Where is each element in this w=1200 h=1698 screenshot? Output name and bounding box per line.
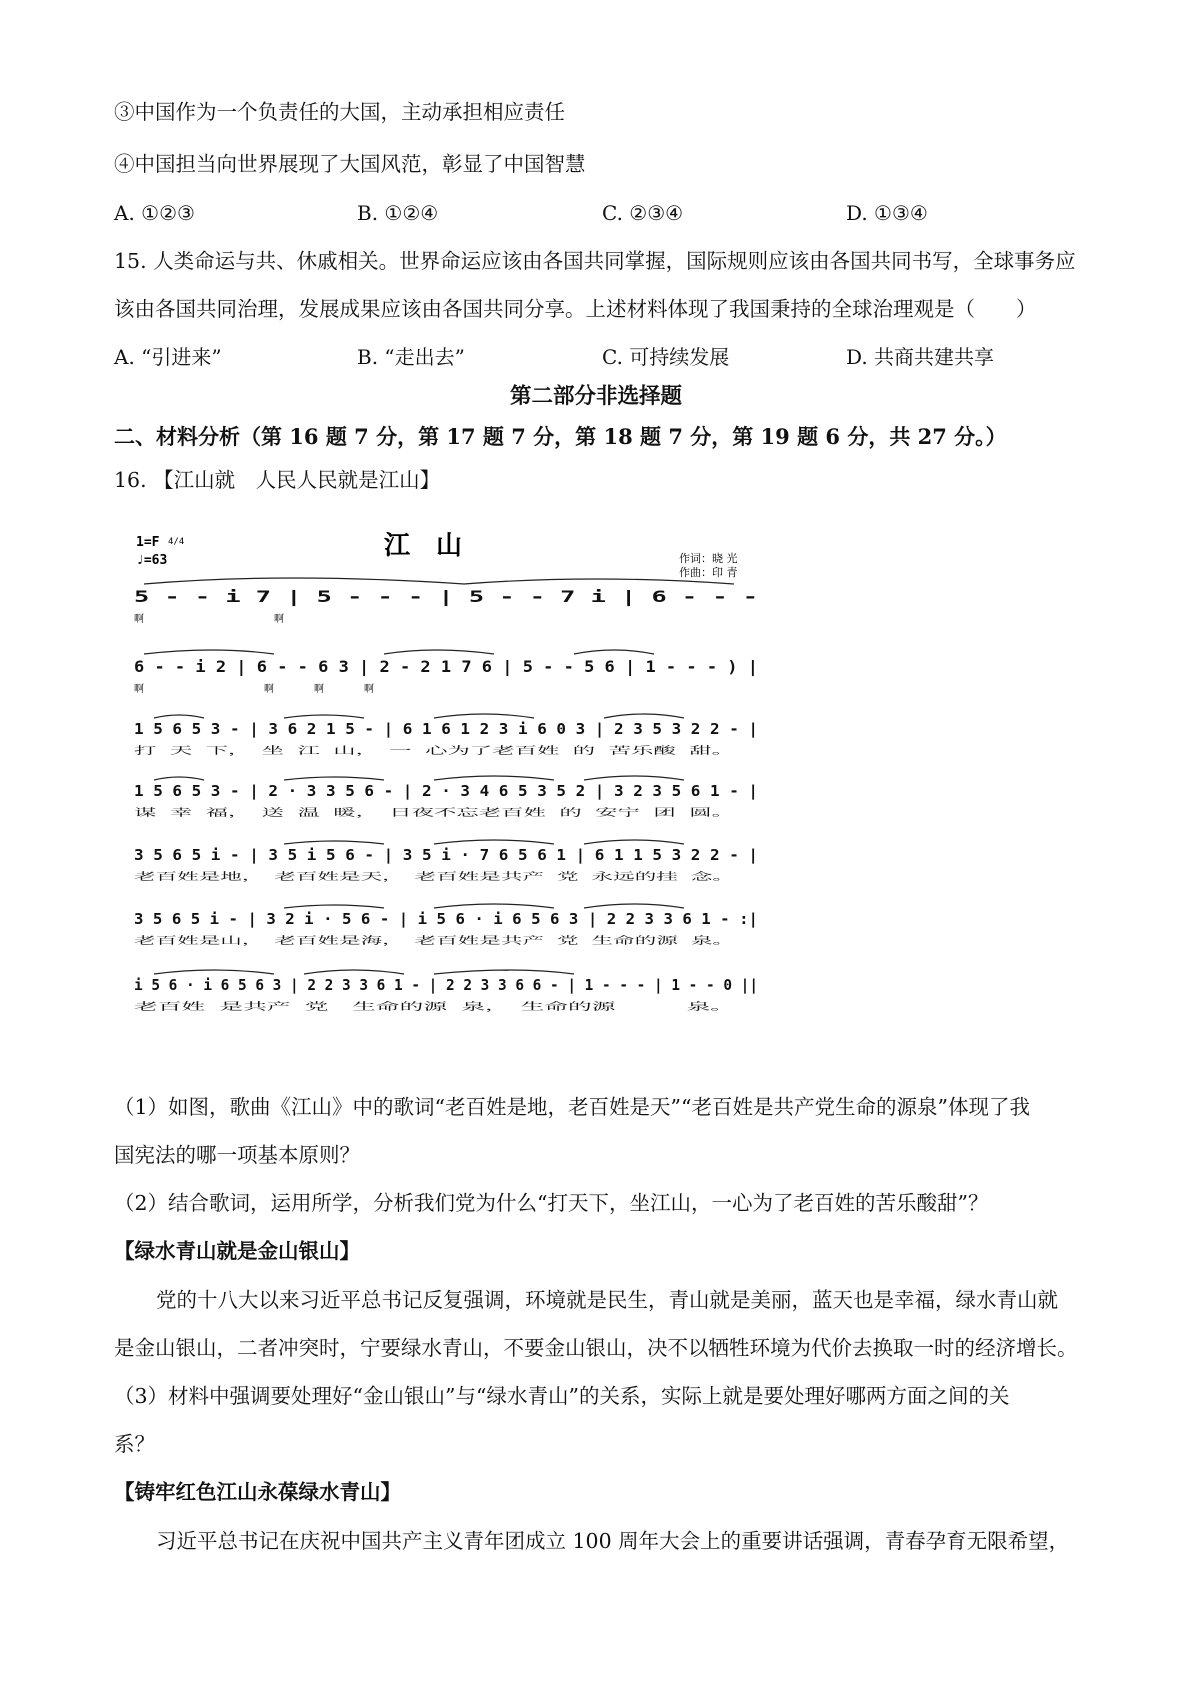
q15-option-c: C. 可持续发展 <box>602 345 730 369</box>
material-heading-3: 【铸牢红色江山永葆绿水青山】 <box>114 1480 401 1504</box>
q16-header: 16. 【江山就 人民人民就是江山】 <box>114 468 441 492</box>
score-row-2: 6 - - i 2 | 6 - - 6 3 | 2 - 2 1 7 6 | 5 - - 5 6 | 1 - - - ) | <box>134 657 722 676</box>
q14-item4: ④中国担当向世界展现了大国风范，彰显了中国智慧 <box>114 152 586 176</box>
q15-option-a: A. “引进来” <box>114 345 222 369</box>
part2-title: 第二部分非选择题 <box>510 384 683 409</box>
score-lyric-7: 老百姓 是共产 党 生命的源 泉， 生命的源 泉。 <box>134 1002 388 1013</box>
score-lyric-4: 谋 幸 福， 送 温 暖， 日夜不忘老百姓 的 安宁 团 圆。 <box>134 808 403 819</box>
score-key: 1=F <box>136 535 160 550</box>
q14-item3: ③中国作为一个负责任的大国，主动承担相应责任 <box>114 100 565 124</box>
q16-sub1-line2: 国宪法的哪一项基本原则？ <box>114 1143 360 1167</box>
score-title: 江 山 <box>384 531 463 561</box>
section-heading: 二、材料分析（第 16 题 7 分，第 17 题 7 分，第 18 题 7 分，第 19 题 6 分，共 27 分。） <box>114 424 1007 449</box>
score-lyric-1: 啊 啊 <box>134 614 284 625</box>
score-lyric-5: 老百姓是地， 老百姓是天， 老百姓是共产 党 永远的挂 念。 <box>134 872 413 883</box>
score-row-4: 1 5 6 5 3 - | 2 · 3 3 5 6 - | 2 · 3 4 6 5 3 5 2 | 3 2 3 5 6 1 - | <box>134 782 721 800</box>
material-2-line1: 党的十八大以来习近平总书记反复强调，环境就是民生，青山就是美丽，蓝天也是幸福，绿水青山就 <box>156 1288 1058 1312</box>
q15-option-b: B. “走出去” <box>357 345 465 369</box>
q15-line1: 15. 人类命运与共、休戚相关。世界命运应该由各国共同掌握，国际规则应该由各国共同书写，全球事务应 <box>114 249 1076 273</box>
score-row-3: 1 5 6 5 3 - | 3 6 2 1 5 - | 6 1 6 1 2 3 i 6 0 3 | 2 3 5 3 2 2 - | <box>134 720 721 738</box>
score-tempo: ♩=63 <box>136 553 168 568</box>
q16-sub3-line1: （3）材料中强调要处理好“金山银山”与“绿水青山”的关系，实际上就是要处理好哪两方面之间的关 <box>114 1384 1010 1408</box>
q14-option-c: C. ②③④ <box>602 201 684 225</box>
q15-option-d: D. 共商共建共享 <box>846 345 995 369</box>
q14-option-a: A. ①②③ <box>114 201 195 225</box>
material-2-line2: 是金山银山，二者冲突时，宁要绿水青山，不要金山银山，决不以牺牲环境为代价去换取一时的经济增长。 <box>114 1336 1078 1360</box>
material-3-line1: 习近平总书记在庆祝中国共产主义青年团成立 100 周年大会上的重要讲话强调，青春孕育无限希望， <box>156 1529 1070 1553</box>
q14-option-b: B. ①②④ <box>357 201 439 225</box>
song-score-image <box>134 522 766 1070</box>
score-lyric-6: 老百姓是山， 老百姓是海， 老百姓是共产 党 生命的源 泉。 <box>134 936 413 947</box>
score-credit-lyrics: 作词：晓 光 <box>679 552 738 565</box>
score-credit-music: 作曲：印 青 <box>679 566 738 579</box>
q16-sub1-line1: （1）如图，歌曲《江山》中的歌词“老百姓是地，老百姓是天”“老百姓是共产党生命的源泉”体现了我 <box>114 1095 1030 1119</box>
score-lyric-2: 啊 啊 啊 啊 <box>134 684 374 695</box>
material-heading-2: 【绿水青山就是金山银山】 <box>114 1239 360 1263</box>
q15-line2: 该由各国共同治理，发展成果应该由各国共同分享。上述材料体现了我国秉持的全球治理观是（ ） <box>114 297 1037 321</box>
score-lyric-3: 打 天 下， 坐 江 山， 一 心为了老百姓 的 苦乐酸 甜。 <box>134 746 403 757</box>
q16-sub3-line2: 系？ <box>114 1432 155 1456</box>
q14-option-d: D. ①③④ <box>846 201 928 225</box>
score-row-5: 3 5 6 5 i - | 3 5 i 5 6 - | 3 5 i · 7 6 5 6 1 | 6 1 1 5 3 2 2 - | <box>134 846 721 864</box>
score-row-7: i 5 6 · i 6 5 6 3 | 2 2 3 3 6 1 - | 2 2 3 3 6 6 - | 1 - - - | 1 - - 0 || <box>134 976 766 994</box>
score-time: 4/4 <box>168 537 185 547</box>
q16-sub2: （2）结合歌词，运用所学，分析我们党为什么“打天下，坐江山，一心为了老百姓的苦乐酸甜”？ <box>114 1191 989 1215</box>
score-row-1: 5 - - i 7 | 5 - - - | 5 - - 7 i | 6 - - - <box>134 587 529 606</box>
score-row-6: 3 5 6 5 i - | 3 2 i · 5 6 - | i 5 6 · i 6 5 6 3 | 2 2 3 3 6 1 - :| <box>134 910 731 928</box>
